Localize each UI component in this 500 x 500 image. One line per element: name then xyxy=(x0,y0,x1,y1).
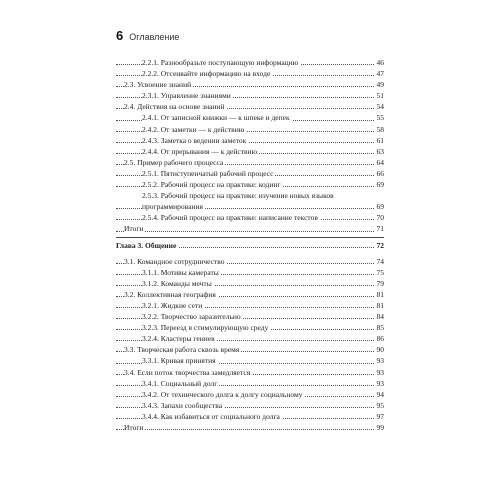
toc-page-number: 94 xyxy=(376,389,384,399)
page-number: 6 xyxy=(116,28,124,43)
toc-entry xyxy=(116,101,384,112)
page-header xyxy=(116,28,179,43)
toc-entry-title: 2.4.3. Заметка о ведении заметок xyxy=(142,135,247,145)
toc-page-number: 93 xyxy=(376,367,384,377)
toc-entry xyxy=(116,223,384,234)
table-of-contents xyxy=(116,57,384,433)
toc-entry xyxy=(116,333,384,344)
toc-entry xyxy=(116,168,384,179)
toc-page-number: 55 xyxy=(376,113,384,123)
toc-page-number: 63 xyxy=(376,146,384,156)
toc-entry xyxy=(116,256,384,267)
toc-entry xyxy=(116,389,384,400)
toc-entry-title: 3.1. Командное сотрудничество xyxy=(124,256,225,266)
toc-entry xyxy=(116,190,384,212)
toc-page-number: 47 xyxy=(376,69,384,79)
toc-page-number: 70 xyxy=(376,213,384,223)
toc-entry-title: 2.4.4. От прерывания — к действию xyxy=(142,146,258,156)
toc-entry-title: 3.4.2. От технического долга к долгу социальному xyxy=(142,389,303,399)
toc-entry-title: 2.5.2. Рабочий процесс на практике: кодинг xyxy=(142,180,281,190)
toc-entry xyxy=(116,289,384,300)
toc-entry xyxy=(116,322,384,333)
toc-entry xyxy=(116,278,384,289)
toc-entry xyxy=(116,400,384,411)
toc-entry xyxy=(116,344,384,355)
toc-page-number: 49 xyxy=(376,80,384,90)
toc-entry xyxy=(116,135,384,146)
toc-page-number: 99 xyxy=(376,423,384,432)
toc-entry xyxy=(116,112,384,123)
toc-entry-title: Итоги xyxy=(124,423,144,432)
toc-entry-title: 3.2.2. Творчество заразительно xyxy=(142,312,241,322)
dot-leader xyxy=(116,231,384,232)
toc-entry-title: 3.4. Если поток творчества замедляется xyxy=(124,367,251,377)
toc-entry-title: 2.2.2. Отсеивайте информацию на входе xyxy=(142,69,271,79)
toc-entry-title: 2.3.1. Управление знаниями xyxy=(142,91,231,101)
toc-entry-title: 2.5.4. Рабочий процесс на практике: написание текстов xyxy=(142,213,318,223)
section-divider xyxy=(116,237,384,238)
toc-entry-title: 3.1.1. Мотивы камераты xyxy=(142,267,219,277)
toc-entry xyxy=(116,411,384,422)
toc-entry xyxy=(116,124,384,135)
toc-entry-title: 2.2.1. Разнообразьте поступающую информацию xyxy=(142,58,299,67)
toc-entry xyxy=(116,355,384,366)
toc-entry xyxy=(116,311,384,322)
toc-entry-title: 3.2.1. Жидкие сети xyxy=(142,300,203,310)
toc-page-number: 71 xyxy=(376,224,384,234)
toc-page-number: 97 xyxy=(376,411,384,421)
toc-page-number: 61 xyxy=(376,135,384,145)
toc-page-number: 79 xyxy=(376,278,384,288)
toc-entry xyxy=(116,267,384,278)
toc-entry-title: 3.4.3. Запахи сообщества xyxy=(142,400,223,410)
toc-entry-title: 2.5.1. Пятиступенчатый рабочий процесс xyxy=(142,168,274,178)
toc-page-number: 86 xyxy=(376,334,384,344)
toc-page-number: 46 xyxy=(376,58,384,67)
toc-entry-title: 2.4. Действия на основе знаний xyxy=(124,102,225,112)
toc-entry-title: 2.4.1. От записной книжки — к шпеке и депек xyxy=(142,113,290,123)
toc-entry xyxy=(116,378,384,389)
toc-entry xyxy=(116,157,384,168)
toc-page-number: 90 xyxy=(376,345,384,355)
toc-entry-title: 3.3.1. Кривая принятия xyxy=(142,356,216,366)
toc-entry xyxy=(116,146,384,157)
toc-page-number: 95 xyxy=(376,400,384,410)
toc-page-number: 66 xyxy=(376,168,384,178)
toc-entry-title: 3.2.4. Кластеры гениев xyxy=(142,334,215,344)
running-title: Оглавление xyxy=(129,32,180,42)
toc-entry-title: 2.4.2. От заметки — к действию xyxy=(142,124,245,134)
toc-entry-title: Глава 3. Общение xyxy=(116,240,177,250)
toc-entry xyxy=(116,179,384,190)
toc-page-number: 69 xyxy=(376,202,384,212)
toc-entry xyxy=(116,300,384,311)
toc-entry-title: 2.3. Усвоение знаний xyxy=(124,80,192,90)
toc-entry xyxy=(116,90,384,101)
toc-entry-title: 3.4.1. Социальный долг xyxy=(142,378,218,388)
toc-page-number: 75 xyxy=(376,267,384,277)
toc-entry xyxy=(116,57,384,68)
toc-entry-title: 2.5. Пример рабочего процесса xyxy=(124,157,224,167)
toc-page-number: 85 xyxy=(376,323,384,333)
toc-page-number: 84 xyxy=(376,312,384,322)
toc-entry-title: 3.3. Творческая работа сквозь время xyxy=(124,345,240,355)
toc-entry xyxy=(116,79,384,90)
toc-page-number: 81 xyxy=(376,289,384,299)
toc-entry-title: 3.4.4. Как избавиться от социального долга xyxy=(142,411,280,421)
toc-entry-title: 3.2.3. Переезд в стимулирующую среду xyxy=(142,323,269,333)
toc-entry xyxy=(116,212,384,223)
toc-chapter-entry xyxy=(116,240,384,251)
dot-leader xyxy=(116,429,384,430)
toc-page-number: 74 xyxy=(376,256,384,266)
toc-page-number: 58 xyxy=(376,124,384,134)
toc-entry-title: 3.2. Коллективная география xyxy=(124,289,216,299)
toc-page-number: 93 xyxy=(376,356,384,366)
toc-entry-title: 3.1.2. Команды мечты xyxy=(142,278,212,288)
toc-page-number: 93 xyxy=(376,378,384,388)
toc-entry-title: 2.5.3. Рабочий процесс на практике: изучение новых языков xyxy=(142,191,334,201)
toc-entry xyxy=(116,68,384,79)
toc-entry xyxy=(116,367,384,378)
toc-page-number: 54 xyxy=(376,102,384,112)
toc-entry-title-continued: программирования xyxy=(142,202,203,212)
toc-entry xyxy=(116,422,384,433)
toc-page-number: 81 xyxy=(376,300,384,310)
toc-entry-title: Итоги xyxy=(124,224,144,234)
toc-page-number: 69 xyxy=(376,180,384,190)
toc-page-number: 64 xyxy=(376,157,384,167)
toc-page-number: 51 xyxy=(376,91,384,101)
toc-page-number: 72 xyxy=(376,240,384,250)
